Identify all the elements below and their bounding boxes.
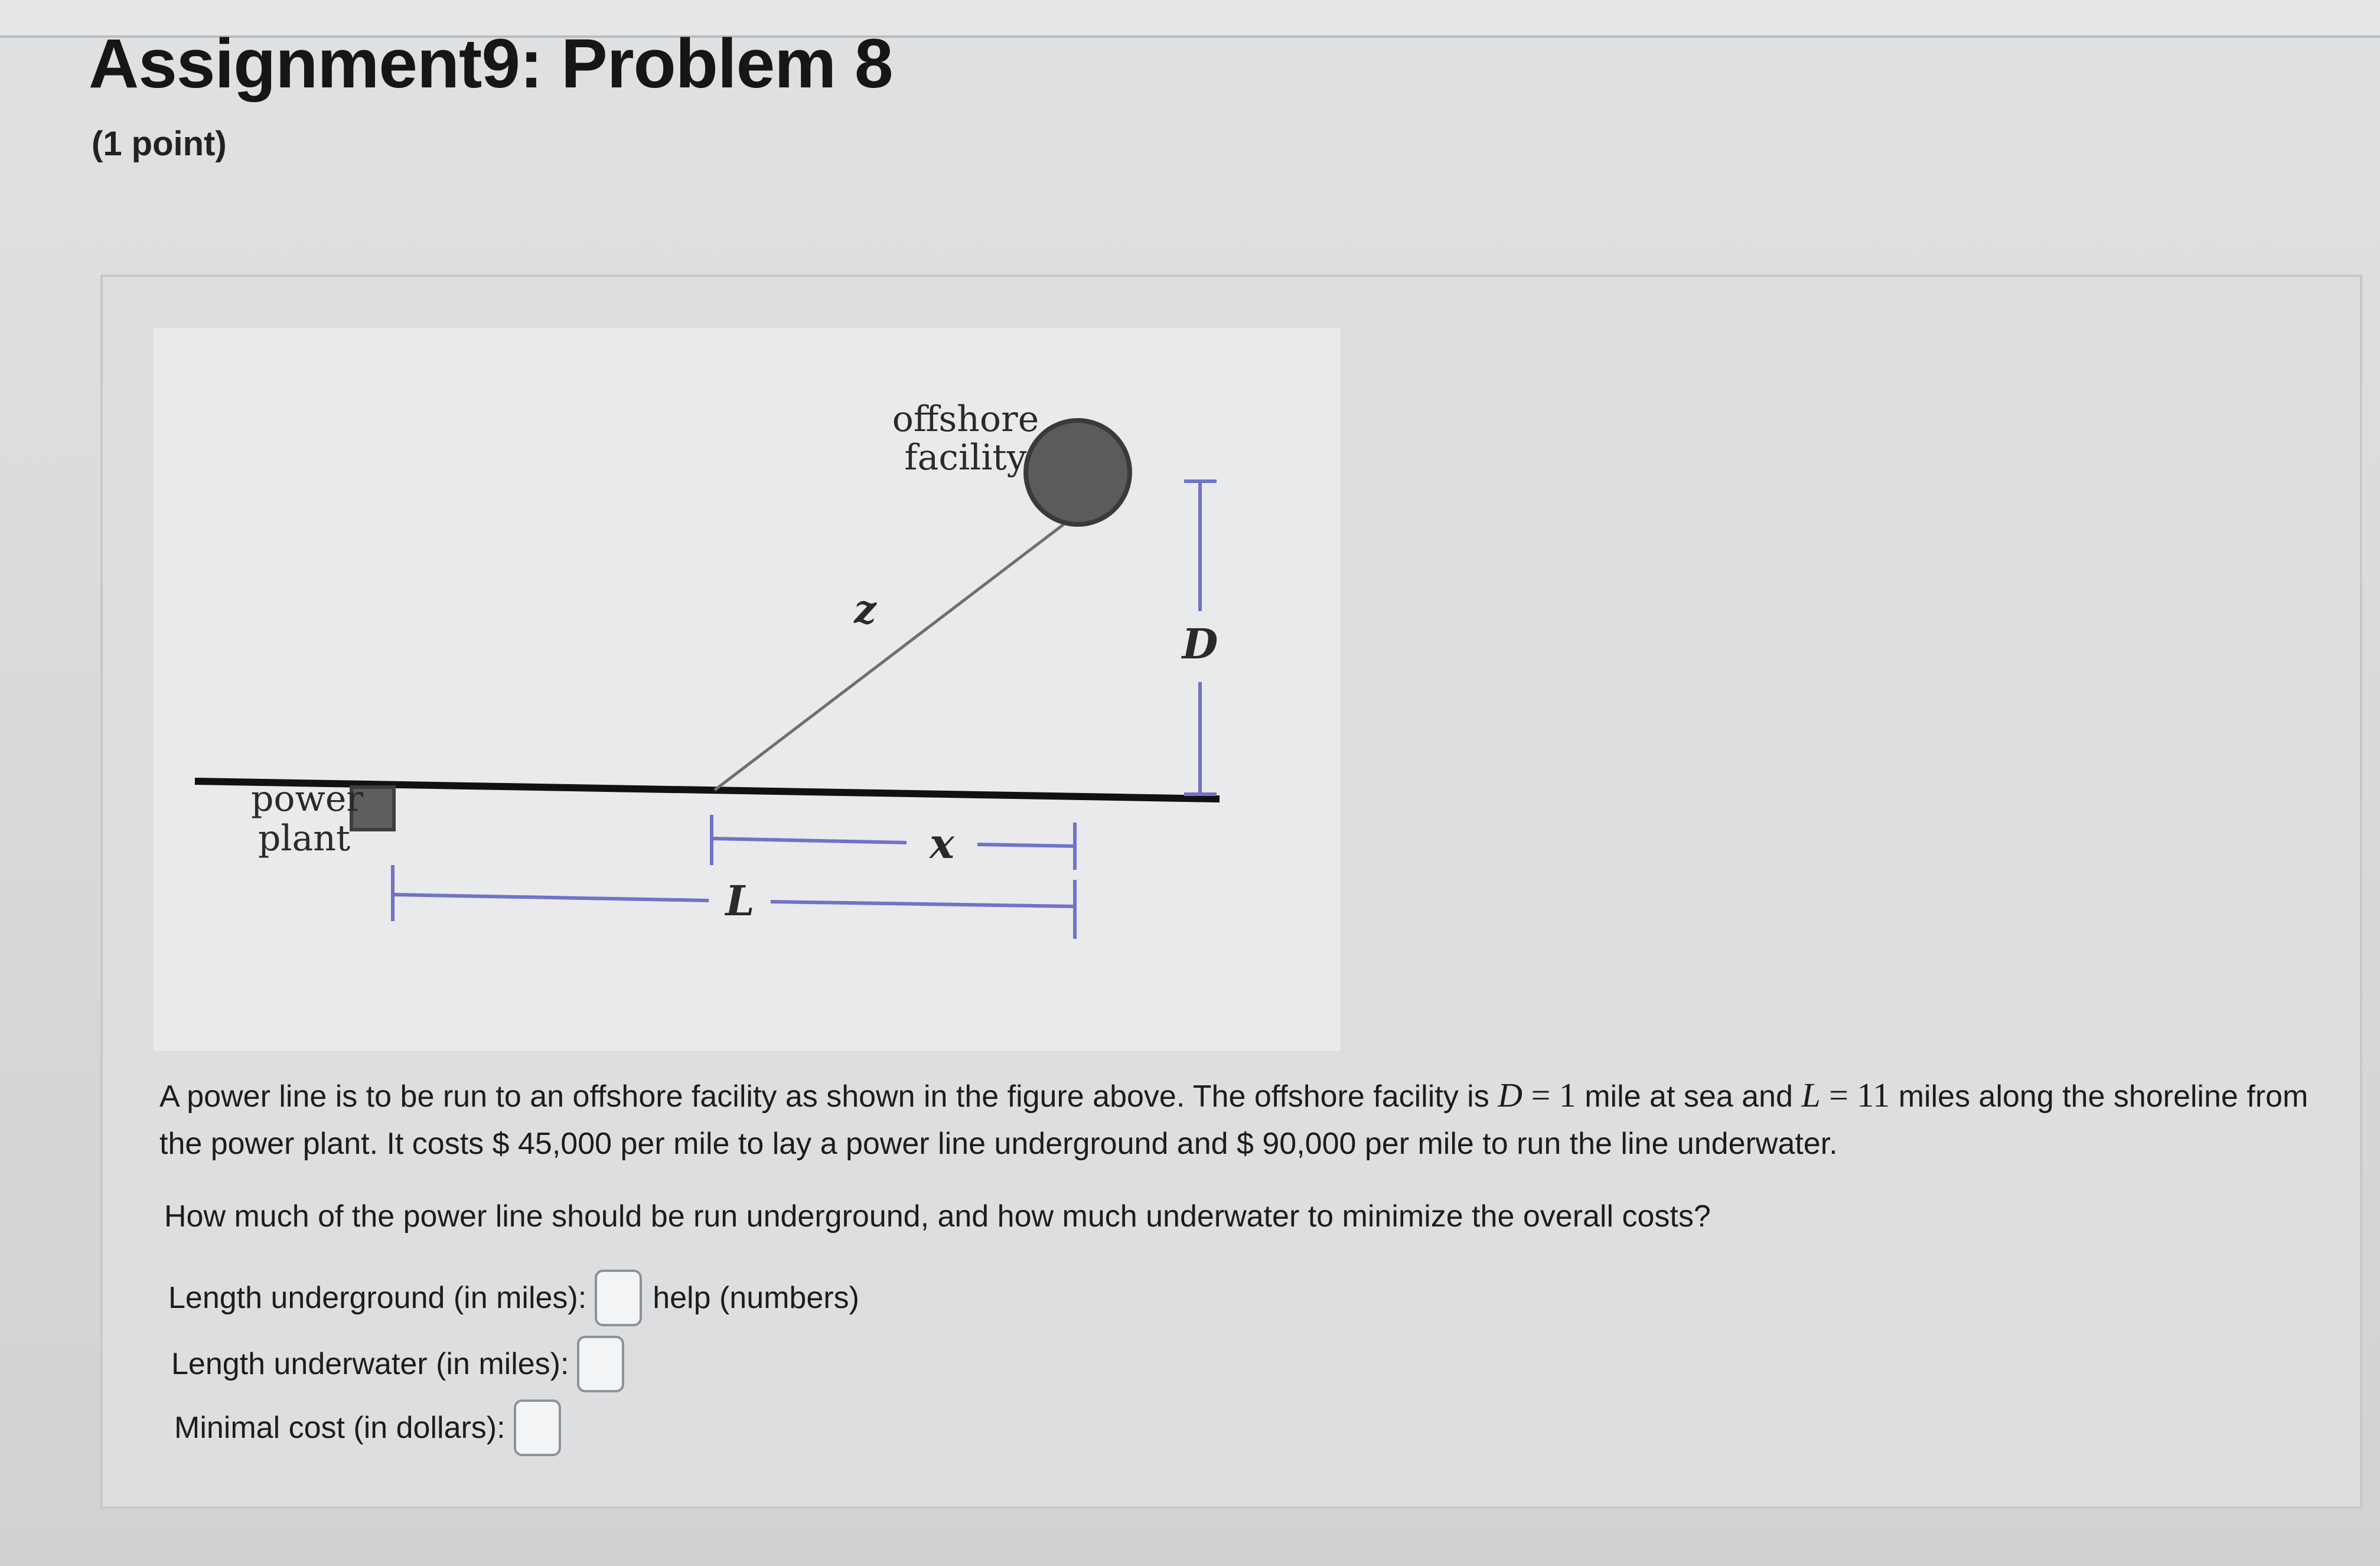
underwater-input[interactable] bbox=[577, 1336, 624, 1392]
l-label: L bbox=[725, 876, 755, 925]
offshore-facility-icon bbox=[1026, 420, 1130, 524]
power-plant-label-line1: power bbox=[250, 778, 364, 820]
offshore-label-line2: facility bbox=[904, 437, 1027, 478]
statement-text-2: mile at sea and bbox=[1576, 1079, 1802, 1114]
statement-paragraph bbox=[159, 1072, 2315, 1167]
problem-statement bbox=[159, 1072, 2315, 1167]
d-math bbox=[1498, 1076, 1576, 1114]
l-dim-line-right bbox=[771, 902, 1075, 906]
underground-input[interactable] bbox=[595, 1270, 642, 1326]
z-label: z bbox=[854, 586, 876, 632]
l-dim-line-left bbox=[393, 895, 709, 901]
l-math bbox=[1801, 1076, 1890, 1114]
underground-label: Length underground (in miles): bbox=[168, 1281, 587, 1315]
statement-text-1: A power line is to be run to an offshore facility as shown in the figure above. The offshore facility is bbox=[159, 1079, 1498, 1114]
answer-row-cost bbox=[174, 1399, 561, 1456]
underwater-label: Length underwater (in miles): bbox=[171, 1347, 569, 1381]
answer-row-underwater bbox=[171, 1336, 624, 1392]
problem-figure bbox=[154, 328, 1341, 1051]
x-dim-line-right bbox=[977, 844, 1075, 846]
figure-svg bbox=[154, 328, 1341, 1051]
d-math-var: D bbox=[1498, 1076, 1523, 1114]
cost-label: Minimal cost (in dollars): bbox=[174, 1411, 506, 1445]
d-label: D bbox=[1182, 619, 1218, 668]
l-math-var: L bbox=[1801, 1076, 1821, 1114]
l-math-eq: = 11 bbox=[1820, 1076, 1890, 1114]
d-math-eq: = 1 bbox=[1522, 1076, 1576, 1114]
page-title: Assignment9: Problem 8 bbox=[89, 25, 893, 103]
cost-input[interactable] bbox=[514, 1399, 561, 1456]
help-link[interactable]: help (numbers) bbox=[653, 1281, 859, 1315]
x-label: x bbox=[930, 819, 954, 868]
power-plant-label-line2: plant bbox=[257, 818, 351, 859]
answer-row-underground bbox=[168, 1270, 859, 1326]
cable-z-line bbox=[715, 523, 1066, 790]
problem-question: How much of the power line should be run underground, and how much underwater to minimize the overall costs? bbox=[164, 1199, 1711, 1234]
x-dim-line-left bbox=[712, 839, 907, 843]
points-label: (1 point) bbox=[92, 125, 227, 163]
statement-text-3: miles along the shoreline from the power plant. It costs $ 45,000 per mile to lay a power line underground and $ 90,000 per mile to run the line underwater. bbox=[159, 1079, 2309, 1161]
offshore-label-line1: offshore bbox=[892, 399, 1039, 440]
